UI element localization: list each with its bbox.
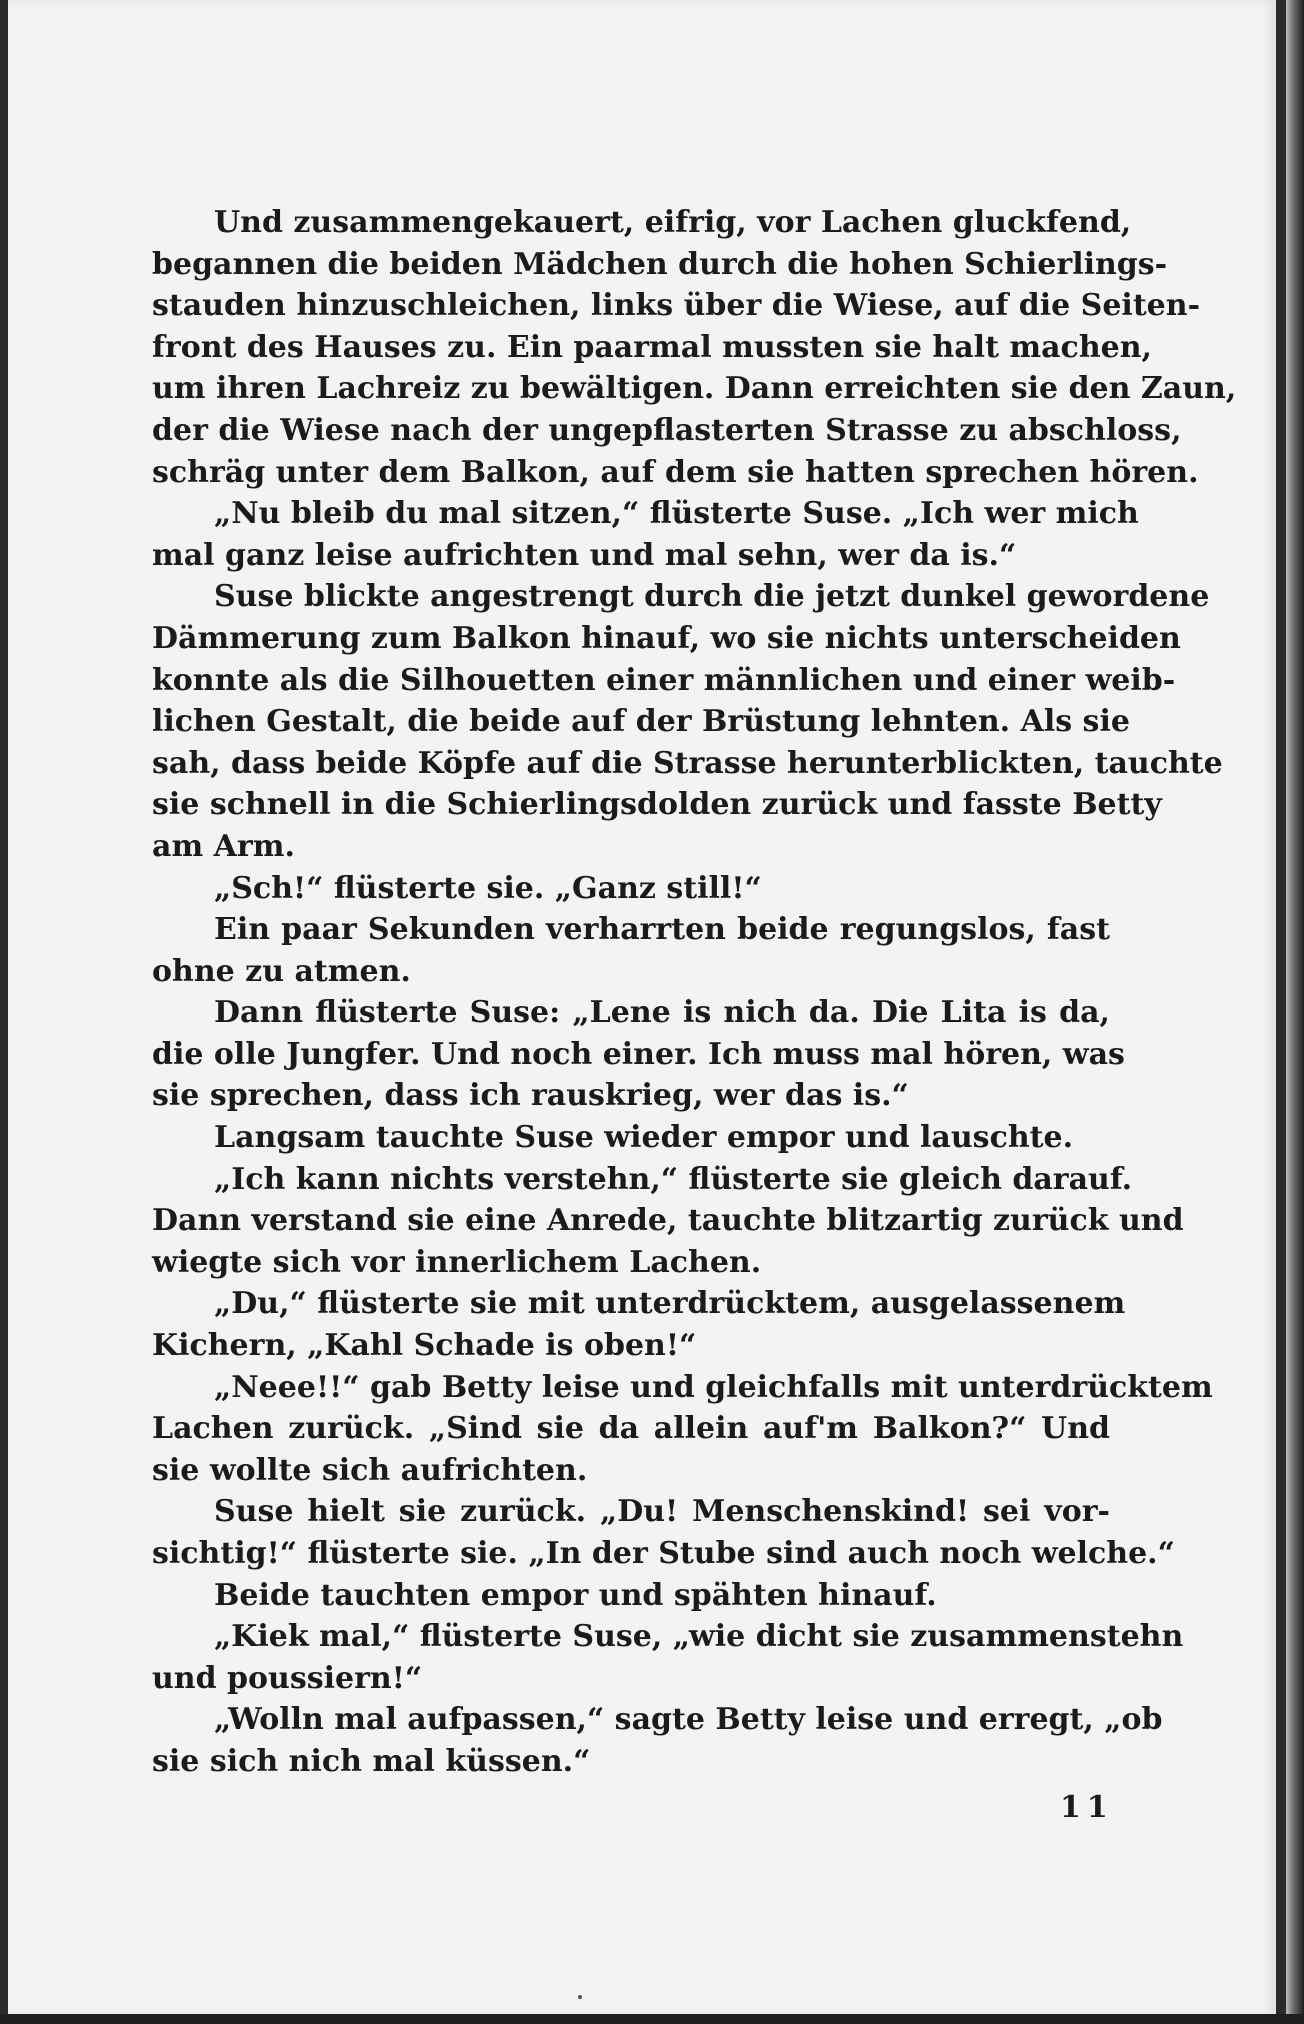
text-line: Suse blickte angestrengt durch die jetzt dunkel gewordene	[214, 579, 1210, 615]
text-line: Lachen zurück. „Sind sie da allein auf'm Balkon?“ Und	[152, 1411, 1110, 1447]
text-line: der die Wiese nach der ungepflasterten Strasse zu abschloss,	[152, 412, 1182, 448]
text-line: sichtig!“ flüsterte sie. „In der Stube sind auch noch welche.“	[152, 1536, 1175, 1571]
text-line: Ein paar Sekunden verharrten beide regungslos, fast	[214, 912, 1110, 948]
text-line: und poussiern!“	[152, 1660, 423, 1696]
text-line: „Wolln mal aufpassen,“ sagte Betty leise und erregt, „ob	[214, 1702, 1163, 1738]
page-bottom-edge	[0, 2014, 1304, 2024]
text-line: sah, dass beide Köpfe auf die Strasse herunterblickten, tauchte	[152, 745, 1223, 781]
text-line: „Ich kann nichts verstehn,“ flüsterte sie gleich darauf.	[214, 1161, 1133, 1197]
text-line: „Sch!“ flüsterte sie. „Ganz still!“	[214, 870, 762, 906]
text-line: sie schnell in die Schierlingsdolden zurück und fasste Betty	[152, 787, 1162, 823]
text-line: sie sich nich mal küssen.“	[152, 1743, 591, 1779]
text-line: Beide tauchten empor und spähten hinauf.	[214, 1577, 937, 1613]
text-line: stauden hinzuschleichen, links über die Wiese, auf die Seiten-	[152, 288, 1201, 324]
text-line: „Neee!!“ gab Betty leise und gleichfalls mit unterdrücktem	[214, 1369, 1213, 1405]
text-line: Dann flüsterte Suse: „Lene is nich da. Die Lita is da,	[214, 995, 1110, 1031]
text-line: „Kiek mal,“ flüsterte Suse, „wie dicht sie zusammenstehn	[214, 1619, 1184, 1655]
text-line: ohne zu atmen.	[152, 953, 411, 989]
body-text	[152, 202, 1237, 1783]
text-line: am Arm.	[152, 828, 295, 864]
text-line: Kichern, „Kahl Schade is oben!“	[152, 1328, 697, 1364]
text-line: Dämmerung zum Balkon hinauf, wo sie nichts unterscheiden	[152, 620, 1181, 656]
page-number: 11	[1060, 1790, 1114, 1825]
text-line: Dann verstand sie eine Anrede, tauchte blitzartig zurück und	[152, 1203, 1184, 1239]
text-line: „Nu bleib du mal sitzen,“ flüsterte Suse. „Ich wer mich	[214, 496, 1139, 532]
text-line: Und zusammengekauert, eifrig, vor Lachen gluckfend,	[214, 205, 1132, 240]
text-line: mal ganz leise aufrichten und mal sehn, wer da is.“	[152, 537, 1017, 573]
text-line: „Du,“ flüsterte sie mit unterdrücktem, ausgelassenem	[214, 1286, 1126, 1322]
text-line: die olle Jungfer. Und noch einer. Ich muss mal hören, was	[152, 1036, 1125, 1072]
text-line: Suse hielt sie zurück. „Du! Menschenskind! sei vor-	[214, 1494, 1110, 1530]
text-line: Langsam tauchte Suse wieder empor und lauschte.	[214, 1120, 1074, 1156]
text-line: um ihren Lachreiz zu bewältigen. Dann erreichten sie den Zaun,	[152, 371, 1237, 407]
text-line: front des Hauses zu. Ein paarmal mussten sie halt machen,	[152, 329, 1152, 365]
text-line: konnte als die Silhouetten einer männlichen und einer weib-	[152, 662, 1176, 698]
text-line: sie wollte sich aufrichten.	[152, 1452, 588, 1488]
dust-speck	[578, 1995, 582, 1999]
text-line: schräg unter dem Balkon, auf dem sie hatten sprechen hören.	[152, 454, 1199, 490]
text-line: sie sprechen, dass ich rauskrieg, wer das is.“	[152, 1078, 909, 1114]
text-line: wiegte sich vor innerlichem Lachen.	[152, 1244, 762, 1280]
text-line: lichen Gestalt, die beide auf der Brüstung lehnten. Als sie	[152, 704, 1130, 740]
page-edge-shadow	[1286, 0, 1304, 2024]
text-line: begannen die beiden Mädchen durch die hohen Schierlings-	[152, 246, 1168, 282]
